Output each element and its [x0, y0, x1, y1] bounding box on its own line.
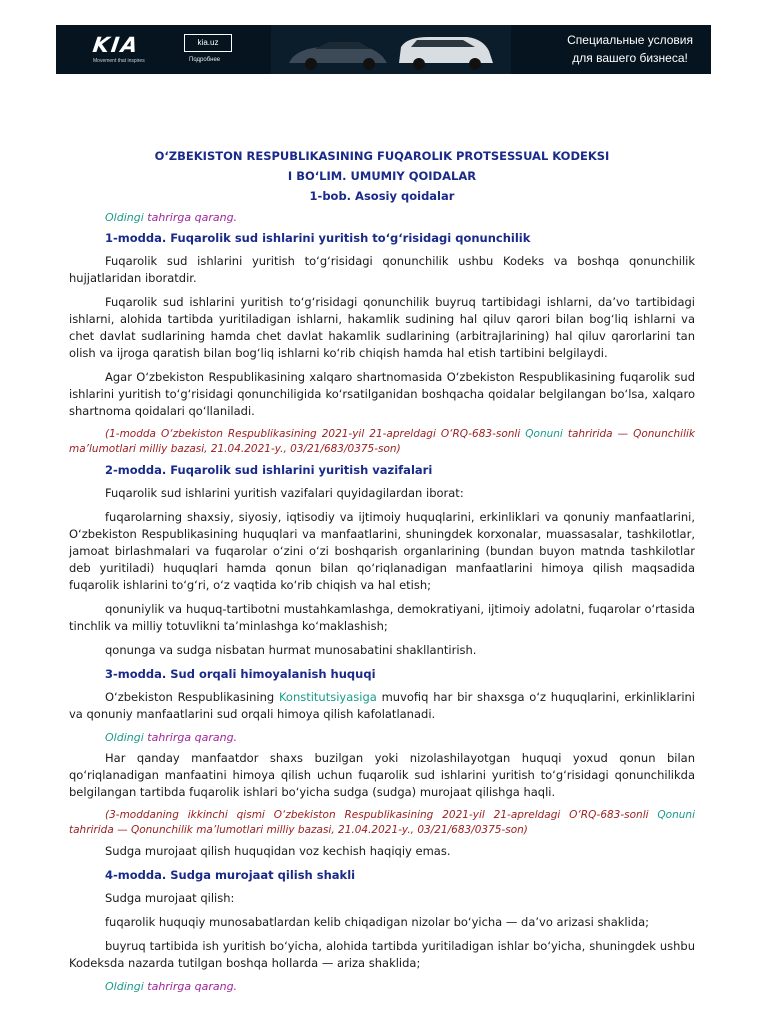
ad-promo-text: Специальные условия для вашего бизнеса!	[567, 33, 693, 65]
kia-site-button[interactable]: kia.uz	[184, 34, 232, 52]
kia-tagline: Movement that inspires	[93, 58, 145, 64]
article-3-note: (3-moddaning ikkinchi qismi O‘zbekiston Respublikasining 2021-yil 21-apreldagi O‘RQ-683-sonli Qonuni tahririda — Qonunchilik ma’lumotlari milliy bazasi, 21.04.2021-y., 03/21/683/0375-son)	[69, 809, 695, 836]
article-1-paragraph: Agar O‘zbekiston Respublikasining xalqaro shartnomasida O‘zbekiston Respublikasining fuqarolik sud ishlarini yuritish to‘g‘risidagi qonunchiligida ko‘rsatilganidan boshqacha qoidalar belgilangan bo‘lsa, xalqaro shartnoma qoidalari qo‘llaniladi.	[69, 370, 695, 418]
article-2-paragraph: qonuniylik va huquq-tartibotni mustahkamlashga, demokratiyani, ijtimoiy adolatni, fuqarolar o‘rtasida tinchlik va milliy totuvlikni ta’minlashga ko‘maklashish;	[69, 602, 695, 633]
article-2-title: 2-modda. Fuqarolik sud ishlarini yuritish vazifalari	[105, 463, 433, 477]
article-4-paragraph: fuqarolik huquqiy munosabatlardan kelib chiqadigan nizolar bo‘yicha — da’vo arizasi shaklida;	[105, 915, 650, 929]
article-3-paragraph: O‘zbekiston Respublikasining Konstitutsiyasiga muvofiq har bir shaxsga o‘z huquqlarini, erkinliklarini va qonuniy manfaatlarini sud orqali himoya qilish kafolatlanadi.	[69, 690, 695, 721]
section-title: I BO‘LIM. UMUMIY QOIDALAR	[287, 169, 477, 183]
chapter-title: 1-bob. Asosiy qoidalar	[309, 189, 455, 203]
document-title: O‘ZBEKISTON RESPUBLIKASINING FUQAROLIK PROTSESSUAL KODEKSI	[154, 149, 610, 163]
article-2-paragraph: Fuqarolik sud ishlarini yuritish vazifalari quyidagilardan iborat:	[105, 486, 464, 500]
kia-logo: KIA	[91, 33, 142, 57]
article-4-paragraph: Sudga murojaat qilish:	[105, 891, 235, 905]
article-1-paragraph: Fuqarolik sud ishlarini yuritish to‘g‘risidagi qonunchilik ushbu Kodeks va boshqa qonunchilik hujjatlaridan iboratdir.	[69, 254, 695, 285]
previous-edition-link[interactable]: Oldingi tahrirga qarang.	[105, 731, 238, 744]
article-3-paragraph: Sudga murojaat qilish huquqidan voz kechish haqiqiy emas.	[105, 844, 451, 858]
article-4-paragraph: buyruq tartibida ish yuritish bo‘yicha, alohida tartibda yuritiladigan ishlar bo‘yicha, shuningdek ushbu Kodeksda nazarda tutilgan boshqa hollarda — ariza shaklida;	[69, 939, 695, 970]
article-1-title: 1-modda. Fuqarolik sud ishlarini yuritish to‘g‘risidagi qonunchilik	[105, 231, 531, 245]
article-3-paragraph: Har qanday manfaatdor shaxs buzilgan yoki nizolashilayotgan huquqi yoxud qonun bilan qo‘riqlanadigan manfaatini himoya qilish uchun fuqarolik sud ishlarini yuritish to‘g‘risidagi qonunchilikda belgilangan tartibda fuqarolik ishlari bo‘yicha sudga (sudga) murojaat qilishga haqli.	[69, 751, 695, 799]
document-body	[69, 146, 695, 999]
law-link[interactable]: Qonuni	[657, 809, 695, 821]
ad-banner[interactable]	[56, 25, 711, 74]
law-link[interactable]: Qonuni	[525, 428, 563, 440]
previous-edition-link[interactable]: Oldingi tahrirga qarang.	[105, 211, 238, 224]
constitution-link[interactable]: Konstitutsiyasiga	[278, 690, 377, 704]
article-2-paragraph: fuqarolarning shaxsiy, siyosiy, iqtisodiy va ijtimoiy huquqlarini, erkinliklari va qonuniy manfaatlarini, O‘zbekiston Respublikasining huquqlari va manfaatlarini, shuningdek korxonalar, muassasalar, tashkilotlar, jamoat birlashmalari va fuqarolar o‘zini o‘zi boshqarish organlarining (bundan buyon matnda tashkilotlar deb yuritiladi) huquqlari hamda qonun bilan qo‘riqlanadigan manfaatlarini himoya qilish maqsadida fuqarolik ishlarini to‘g‘ri, o‘z vaqtida ko‘rib chiqish va hal etish;	[69, 510, 695, 592]
article-1-note: (1-modda O‘zbekiston Respublikasining 2021-yil 21-apreldagi O‘RQ-683-sonli Qonuni tahririda — Qonunchilik ma’lumotlari milliy bazasi, 21.04.2021-y., 03/21/683/0375-son)	[69, 428, 696, 455]
article-1-paragraph: Fuqarolik sud ishlarini yuritish to‘g‘risidagi qonunchilik buyruq tartibidagi ishlarni, da’vo tartibidagi ishlarni, alohida tartibda yuritiladigan ishlarni, hakamlik sudining hal qiluv qarori bilan bog‘liq ishlarni va chet davlat sudlarining hamda chet davlat hakamlik sudlarining (arbitrajlarining) hal qiluv qarorlarini tan olish va ijroga qaratish bilan bog‘liq ishlarni ko‘rib chiqish hamda hal etish tartibini belgilaydi.	[69, 295, 695, 360]
more-link[interactable]: Подробнее	[189, 57, 221, 63]
article-4-title: 4-modda. Sudga murojaat qilish shakli	[105, 868, 356, 882]
article-3-title: 3-modda. Sud orqali himoyalanish huquqi	[105, 667, 376, 681]
cars-image	[271, 25, 511, 74]
previous-edition-link[interactable]: Oldingi tahrirga qarang.	[105, 980, 238, 993]
article-2-paragraph: qonunga va sudga nisbatan hurmat munosabatini shakllantirish.	[105, 643, 477, 657]
